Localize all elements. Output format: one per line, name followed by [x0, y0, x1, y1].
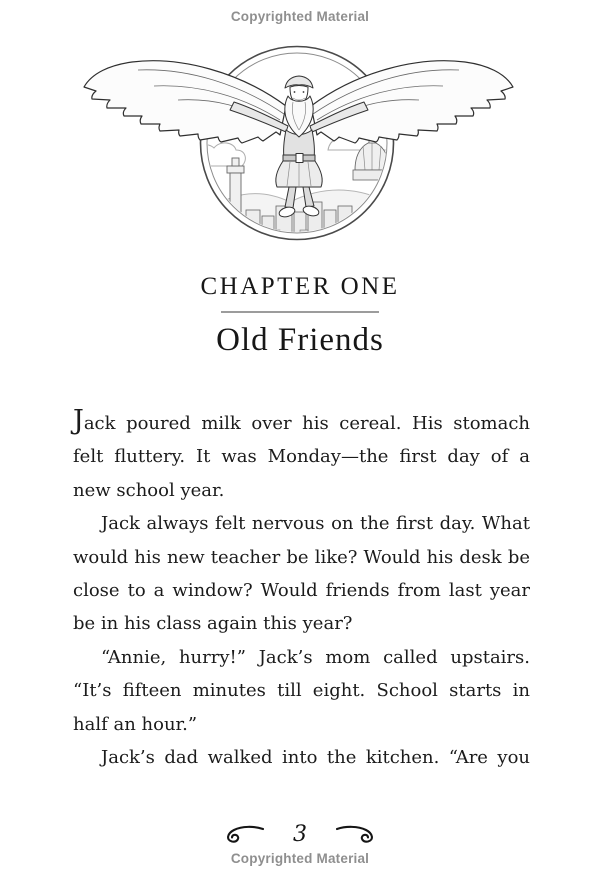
- heading-divider: [221, 311, 379, 313]
- chapter-title: Old Friends: [216, 321, 384, 358]
- paragraph-3: “Annie, hurry!” Jack’s mom called upstairs. “It’s fifteen minutes till eight. School starts in half an hour.”: [73, 646, 530, 735]
- chapter-heading: [0, 272, 600, 360]
- copyright-notice-top: Copyrighted Material: [230, 9, 370, 24]
- paragraph-2: Jack always felt nervous on the first day. What would his new teacher be like? Would his desk be close to a window? Would friends from last year be in his class again this year?: [73, 513, 530, 635]
- page-footer: [0, 817, 600, 851]
- copyright-notice-bottom: Copyrighted Material: [230, 851, 370, 866]
- flourish-left-icon: [224, 825, 264, 843]
- flourish-right-icon: [336, 825, 376, 843]
- paragraph-4: Jack’s dad walked into the kitchen. “Are you: [101, 747, 530, 769]
- chapter-illustration: [80, 40, 520, 258]
- chapter-label: CHAPTER ONE: [200, 273, 400, 300]
- page-number: 3: [293, 821, 307, 847]
- story-text: [73, 404, 530, 774]
- paragraph-1: Jack poured milk over his cereal. His stomach felt fluttery. It was Monday—the first day of a new school year.: [73, 405, 530, 501]
- winged-man-illustration-svg: [80, 40, 520, 258]
